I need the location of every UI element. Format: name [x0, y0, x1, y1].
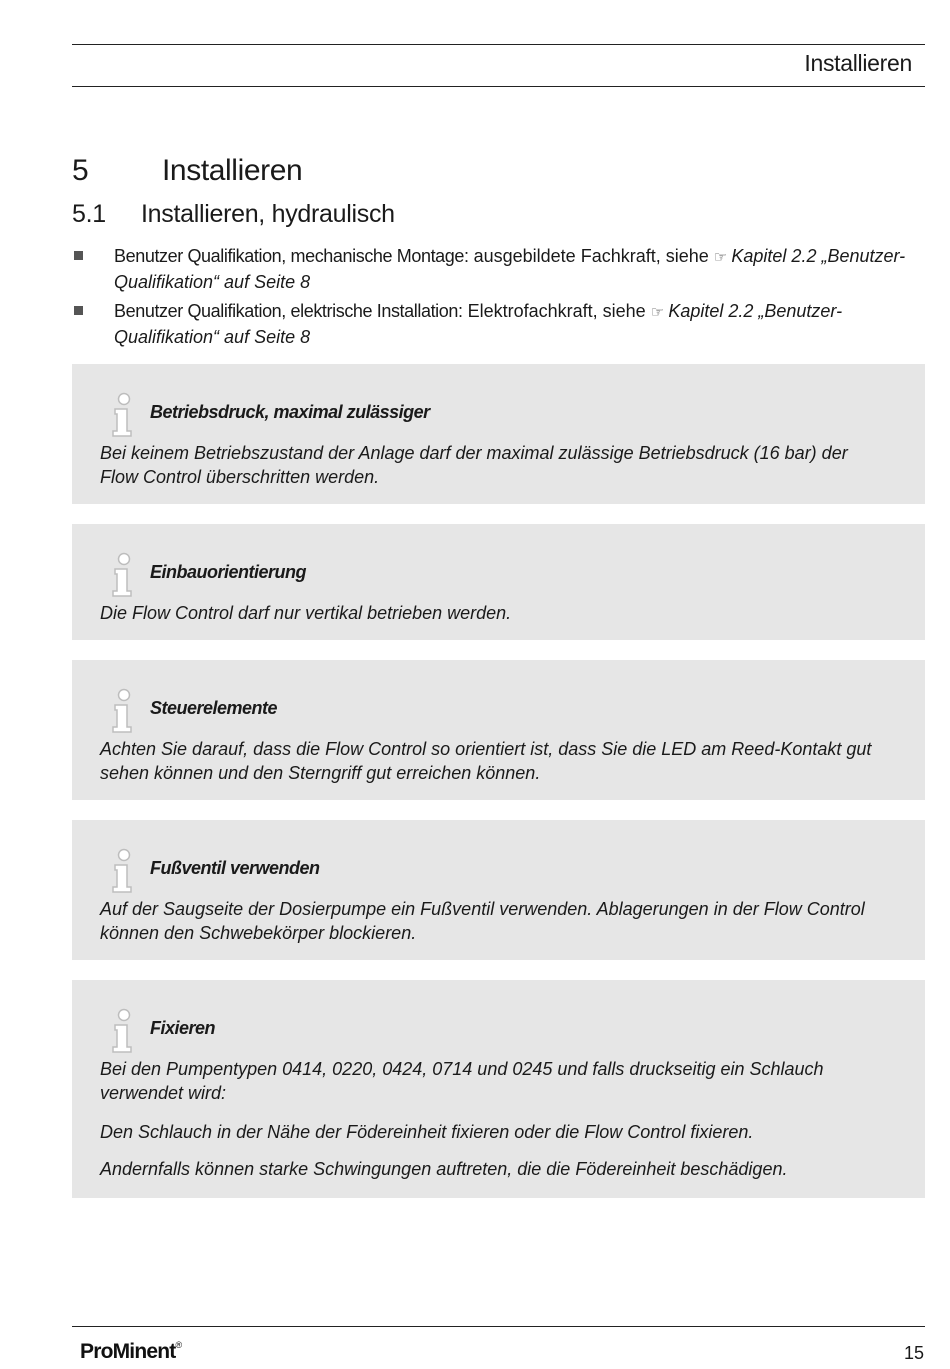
bullet-text: Elektrofachkraft, siehe [462, 301, 651, 321]
note-title: Fußventil verwenden [150, 858, 320, 878]
info-icon [110, 552, 134, 598]
header-bottom-rule [72, 86, 925, 87]
prominent-logo [80, 1340, 181, 1364]
info-note-fussventil [72, 820, 925, 960]
running-header-title: Installieren [804, 50, 912, 76]
bullet-text: ausgebildete Fachkraft, siehe [468, 246, 714, 266]
section-heading [72, 200, 395, 229]
square-bullet-icon [74, 306, 83, 315]
info-icon [110, 392, 134, 438]
info-icon [110, 688, 134, 734]
info-note-fixieren [72, 980, 925, 1198]
note-text: Die Flow Control darf nur vertikal betrieben werden. [100, 603, 512, 623]
bullet-label: Benutzer Qualifikation, mechanische Montage: [114, 246, 469, 266]
section-number: 5.1 [72, 200, 106, 228]
qualification-list [72, 244, 922, 354]
bullet-label: Benutzer Qualifikation, elektrische Installation: [114, 301, 463, 321]
footer-rule [72, 1326, 925, 1327]
registered-mark: ® [175, 1340, 182, 1350]
note-title: Steuerelemente [150, 698, 278, 718]
note-text: Achten Sie darauf, dass die Flow Control so orientiert ist, dass Sie die LED am Reed-Kontakt gut sehen können und den Sterngriff gut erreichen können. [100, 739, 872, 783]
chapter-reference-link[interactable]: Kapitel 2.2 „Benutzer-Qualifikation“ auf Seite 8 [114, 301, 843, 347]
note-title: Einbauorientierung [150, 562, 307, 582]
note-text: Den Schlauch in der Nähe der Födereinheit fixieren oder die Flow Control fixieren. [100, 1122, 754, 1142]
info-note-einbauorientierung [72, 524, 925, 640]
hand-pointer-icon: ☞ [650, 304, 669, 321]
note-text: Bei den Pumpentypen 0414, 0220, 0424, 0714 und 0245 und falls druckseitig ein Schlauch verwendet wird: [100, 1059, 824, 1103]
list-item [72, 244, 922, 294]
info-note-steuerelemente [72, 660, 925, 800]
note-title: Fixieren [150, 1018, 216, 1038]
chapter-reference-link[interactable]: Kapitel 2.2 „Benutzer-Qualifikation“ auf Seite 8 [114, 246, 906, 292]
info-icon [110, 848, 134, 894]
chapter-title: Installieren [162, 154, 303, 187]
note-text: Bei keinem Betriebszustand der Anlage darf der maximal zulässige Betriebsdruck (16 bar) der Flow Control überschritten werden. [100, 443, 848, 487]
info-note-betriebsdruck [72, 364, 925, 504]
page-number: 15 [903, 1343, 924, 1363]
chapter-number: 5 [72, 154, 89, 187]
chapter-heading [72, 154, 302, 188]
note-title: Betriebsdruck, maximal zulässiger [150, 402, 430, 422]
header-top-rule [72, 44, 925, 45]
note-text: Andernfalls können starke Schwingungen auftreten, die die Födereinheit beschädigen. [100, 1159, 788, 1179]
list-item [72, 299, 922, 349]
info-icon [110, 1008, 134, 1054]
section-title: Installieren, hydraulisch [141, 200, 395, 228]
hand-pointer-icon: ☞ [713, 249, 732, 266]
note-text: Auf der Saugseite der Dosierpumpe ein Fußventil verwenden. Ablagerungen in der Flow Control können den Schwebekörper blockieren. [100, 899, 865, 943]
logo-text: ProMinent [80, 1340, 176, 1363]
square-bullet-icon [74, 251, 83, 260]
